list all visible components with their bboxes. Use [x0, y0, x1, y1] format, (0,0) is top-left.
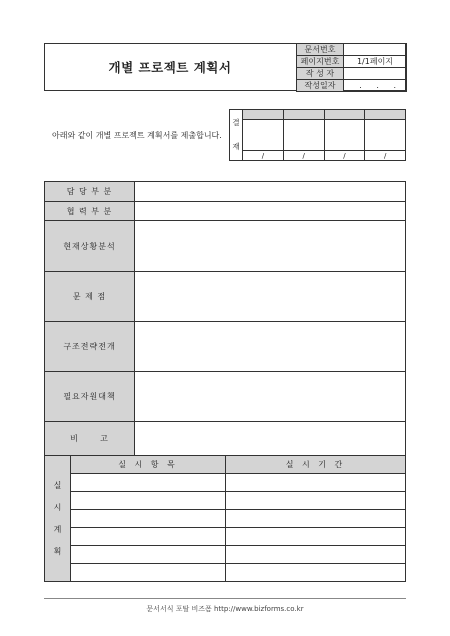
row-value-resources[interactable]: [135, 372, 406, 422]
row-label-cooperation: 협 력 부 분: [45, 202, 135, 221]
plan-header-items: 실 시 항 목: [71, 456, 226, 474]
approval-label: 결 재: [230, 110, 243, 161]
approval-date-cell[interactable]: /: [243, 151, 284, 161]
plan-item-cell[interactable]: [71, 474, 226, 492]
approval-sign-cell[interactable]: [324, 120, 365, 151]
row-label-resources: 필요자원대책: [45, 372, 135, 422]
row-value-problems[interactable]: [135, 272, 406, 322]
approval-header-cell: [324, 110, 365, 120]
approval-header-cell: [365, 110, 406, 120]
meta-value-date[interactable]: . . .: [344, 80, 407, 92]
meta-label: 페이지번호: [297, 56, 344, 68]
plan-item-cell[interactable]: [71, 492, 226, 510]
row-value-responsible[interactable]: [135, 182, 406, 202]
plan-period-cell[interactable]: [226, 510, 406, 528]
meta-value-page-number[interactable]: 1/1페이지: [344, 56, 407, 68]
approval-header-cell: [243, 110, 284, 120]
row-label-responsible: 담 당 부 분: [45, 182, 135, 202]
document-meta-table: [296, 43, 407, 92]
plan-item-cell[interactable]: [71, 546, 226, 564]
intro-text: 아래와 같이 개별 프로젝트 계획서를 제출합니다.: [52, 131, 222, 140]
plan-item-cell[interactable]: [71, 510, 226, 528]
footer-text: 문서서식 포탈 비즈폼 http://www.bizforms.co.kr: [146, 605, 304, 613]
footer-divider: [44, 598, 406, 599]
execution-plan-table: [44, 455, 406, 582]
approval-sign-cell[interactable]: [283, 120, 324, 151]
plan-period-cell[interactable]: [226, 528, 406, 546]
row-value-remarks[interactable]: [135, 422, 406, 456]
row-label-strategy: 구조전략전개: [45, 322, 135, 372]
approval-table: [229, 109, 406, 161]
plan-header-period: 실 시 기 간: [226, 456, 406, 474]
meta-value-author[interactable]: [344, 68, 407, 80]
document-title: 개별 프로젝트 계획서: [108, 60, 232, 75]
approval-header-cell: [283, 110, 324, 120]
approval-date-cell[interactable]: /: [324, 151, 365, 161]
plan-item-cell[interactable]: [71, 564, 226, 582]
row-label-problems: 문 제 점: [45, 272, 135, 322]
execution-plan-label: 실 시 계 획: [45, 456, 71, 582]
row-label-status-analysis: 현재상황분석: [45, 221, 135, 272]
plan-form-table: [44, 181, 406, 456]
meta-label: 문서번호: [297, 44, 344, 56]
meta-label: 작 성 자: [297, 68, 344, 80]
approval-date-cell[interactable]: /: [365, 151, 406, 161]
plan-period-cell[interactable]: [226, 492, 406, 510]
row-value-status-analysis[interactable]: [135, 221, 406, 272]
plan-period-cell[interactable]: [226, 564, 406, 582]
plan-period-cell[interactable]: [226, 546, 406, 564]
approval-sign-cell[interactable]: [243, 120, 284, 151]
row-value-cooperation[interactable]: [135, 202, 406, 221]
approval-sign-cell[interactable]: [365, 120, 406, 151]
approval-date-cell[interactable]: /: [283, 151, 324, 161]
plan-item-cell[interactable]: [71, 528, 226, 546]
meta-value-document-number[interactable]: [344, 44, 407, 56]
plan-period-cell[interactable]: [226, 474, 406, 492]
row-label-remarks: 비 고: [45, 422, 135, 456]
row-value-strategy[interactable]: [135, 322, 406, 372]
meta-label: 작성일자: [297, 80, 344, 92]
